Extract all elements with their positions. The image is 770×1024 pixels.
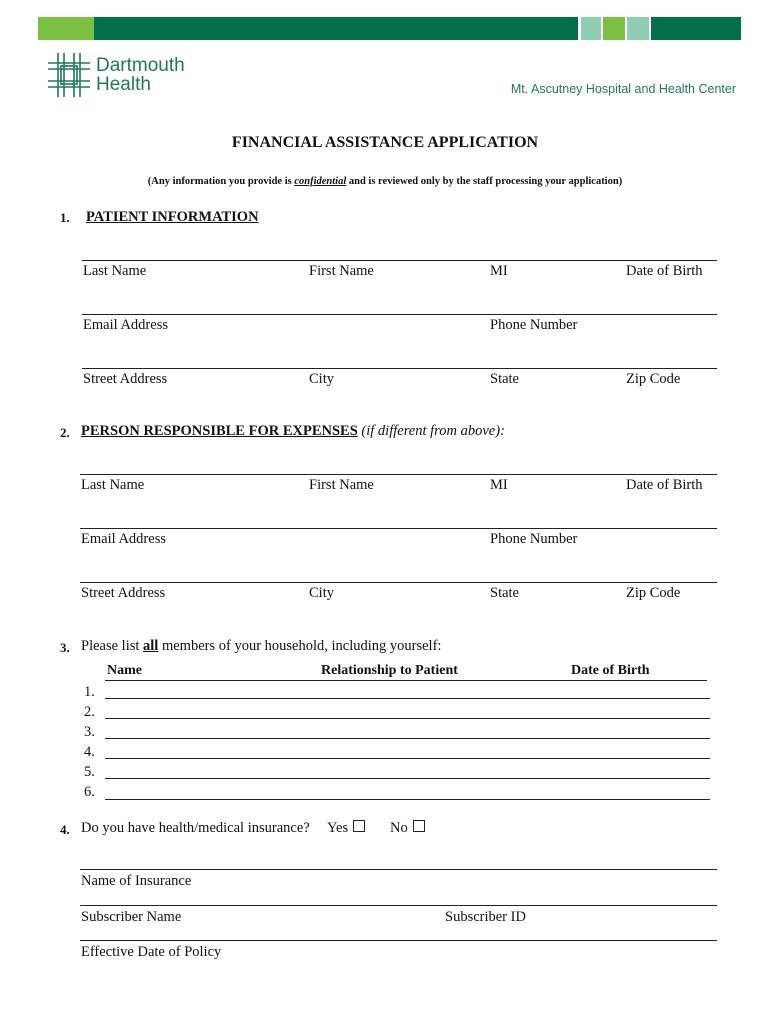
section2-line-1[interactable] [80, 474, 717, 475]
section3-prompt-before: Please list [81, 638, 144, 654]
s1-phone-label: Phone Number [490, 317, 578, 333]
subscriber-name-label: Subscriber Name [81, 909, 182, 925]
insurance-name-line[interactable] [80, 869, 717, 870]
insurance-no-label: No [390, 820, 408, 836]
s1-mi-label: MI [490, 263, 508, 279]
s1-first-name-label: First Name [309, 263, 374, 279]
section1-line-1[interactable] [82, 260, 717, 261]
header-bar-pale-1 [581, 17, 601, 40]
section2-heading-text: PERSON RESPONSIBLE FOR EXPENSES [81, 423, 358, 439]
household-row-1-line[interactable] [105, 698, 710, 699]
s2-last-name-label: Last Name [81, 477, 145, 493]
section3-prompt-bold: all [143, 638, 159, 654]
household-header-underline [105, 680, 707, 681]
s1-street-label: Street Address [83, 371, 168, 387]
household-row-3-line[interactable] [105, 738, 710, 739]
insurance-no-checkbox[interactable] [413, 820, 425, 832]
s2-first-name-label: First Name [309, 477, 374, 493]
subtitle-before: (Any information you provide is [147, 176, 295, 187]
household-row-5-number: 5. [84, 764, 95, 780]
logo-line-1: Dartmouth [96, 55, 185, 76]
logo-line-2: Health [96, 74, 151, 95]
household-col-dob: Date of Birth [571, 663, 650, 678]
s2-state-label: State [490, 585, 519, 601]
household-row-2-line[interactable] [105, 718, 710, 719]
section2-number: 2. [60, 425, 70, 440]
header-bar-dark [94, 17, 578, 40]
s1-email-label: Email Address [83, 317, 168, 333]
s1-city-label: City [309, 371, 334, 387]
s2-phone-label: Phone Number [490, 531, 578, 547]
header-bar-pale-2 [627, 17, 649, 40]
insurance-yes-label: Yes [327, 820, 349, 836]
household-col-name: Name [107, 663, 142, 678]
effective-date-label: Effective Date of Policy [81, 944, 222, 960]
insurance-name-label: Name of Insurance [81, 873, 192, 889]
header-bar-light [38, 17, 94, 40]
section1-line-3[interactable] [82, 368, 717, 369]
insurance-no-option[interactable] [390, 820, 425, 837]
household-row-2-number: 2. [84, 704, 95, 720]
s2-email-label: Email Address [81, 531, 166, 547]
household-row-4-number: 4. [84, 744, 95, 760]
section4-number: 4. [60, 822, 70, 837]
household-col-relationship: Relationship to Patient [321, 663, 458, 678]
household-row-3-number: 3. [84, 724, 95, 740]
s2-city-label: City [309, 585, 334, 601]
effective-date-line[interactable] [80, 940, 717, 941]
household-row-6-number: 6. [84, 784, 95, 800]
s1-zip-label: Zip Code [626, 371, 681, 387]
section2-heading [81, 423, 505, 440]
page-subtitle [0, 176, 770, 187]
section1-number: 1. [60, 210, 70, 225]
household-row-6-line[interactable] [105, 799, 710, 800]
s1-last-name-label: Last Name [83, 263, 147, 279]
s2-mi-label: MI [490, 477, 508, 493]
hospital-name: Mt. Ascutney Hospital and Health Center [510, 82, 736, 96]
household-row-1-number: 1. [84, 684, 95, 700]
household-row-5-line[interactable] [105, 778, 710, 779]
section3-prompt-after: members of your household, including yourself: [158, 638, 442, 654]
section4-question: Do you have health/medical insurance? [81, 820, 310, 836]
section2-line-3[interactable] [80, 582, 717, 583]
logo-wordmark [96, 56, 185, 94]
insurance-yes-checkbox[interactable] [353, 820, 365, 832]
section1-heading: PATIENT INFORMATION [86, 209, 259, 225]
household-row-4-line[interactable] [105, 758, 710, 759]
s2-zip-label: Zip Code [626, 585, 681, 601]
s2-street-label: Street Address [81, 585, 166, 601]
section2-heading-note: (if different from above): [357, 423, 505, 439]
subscriber-line[interactable] [80, 905, 717, 906]
section3-number: 3. [60, 640, 70, 655]
header-bar-green [603, 17, 625, 40]
dartmouth-health-logo-icon [48, 53, 90, 97]
page-title: FINANCIAL ASSISTANCE APPLICATION [231, 134, 539, 151]
subscriber-id-label: Subscriber ID [445, 909, 526, 925]
s1-state-label: State [490, 371, 519, 387]
s2-dob-label: Date of Birth [626, 477, 703, 493]
subtitle-emphasis: confidential [294, 176, 347, 187]
header-bar-dark-end [651, 17, 741, 40]
section1-line-2[interactable] [82, 314, 717, 315]
section3-prompt [81, 638, 441, 655]
insurance-yes-option[interactable] [327, 820, 365, 837]
subtitle-after: and is reviewed only by the staff processing your application) [346, 176, 623, 187]
s1-dob-label: Date of Birth [626, 263, 703, 279]
section2-line-2[interactable] [80, 528, 717, 529]
